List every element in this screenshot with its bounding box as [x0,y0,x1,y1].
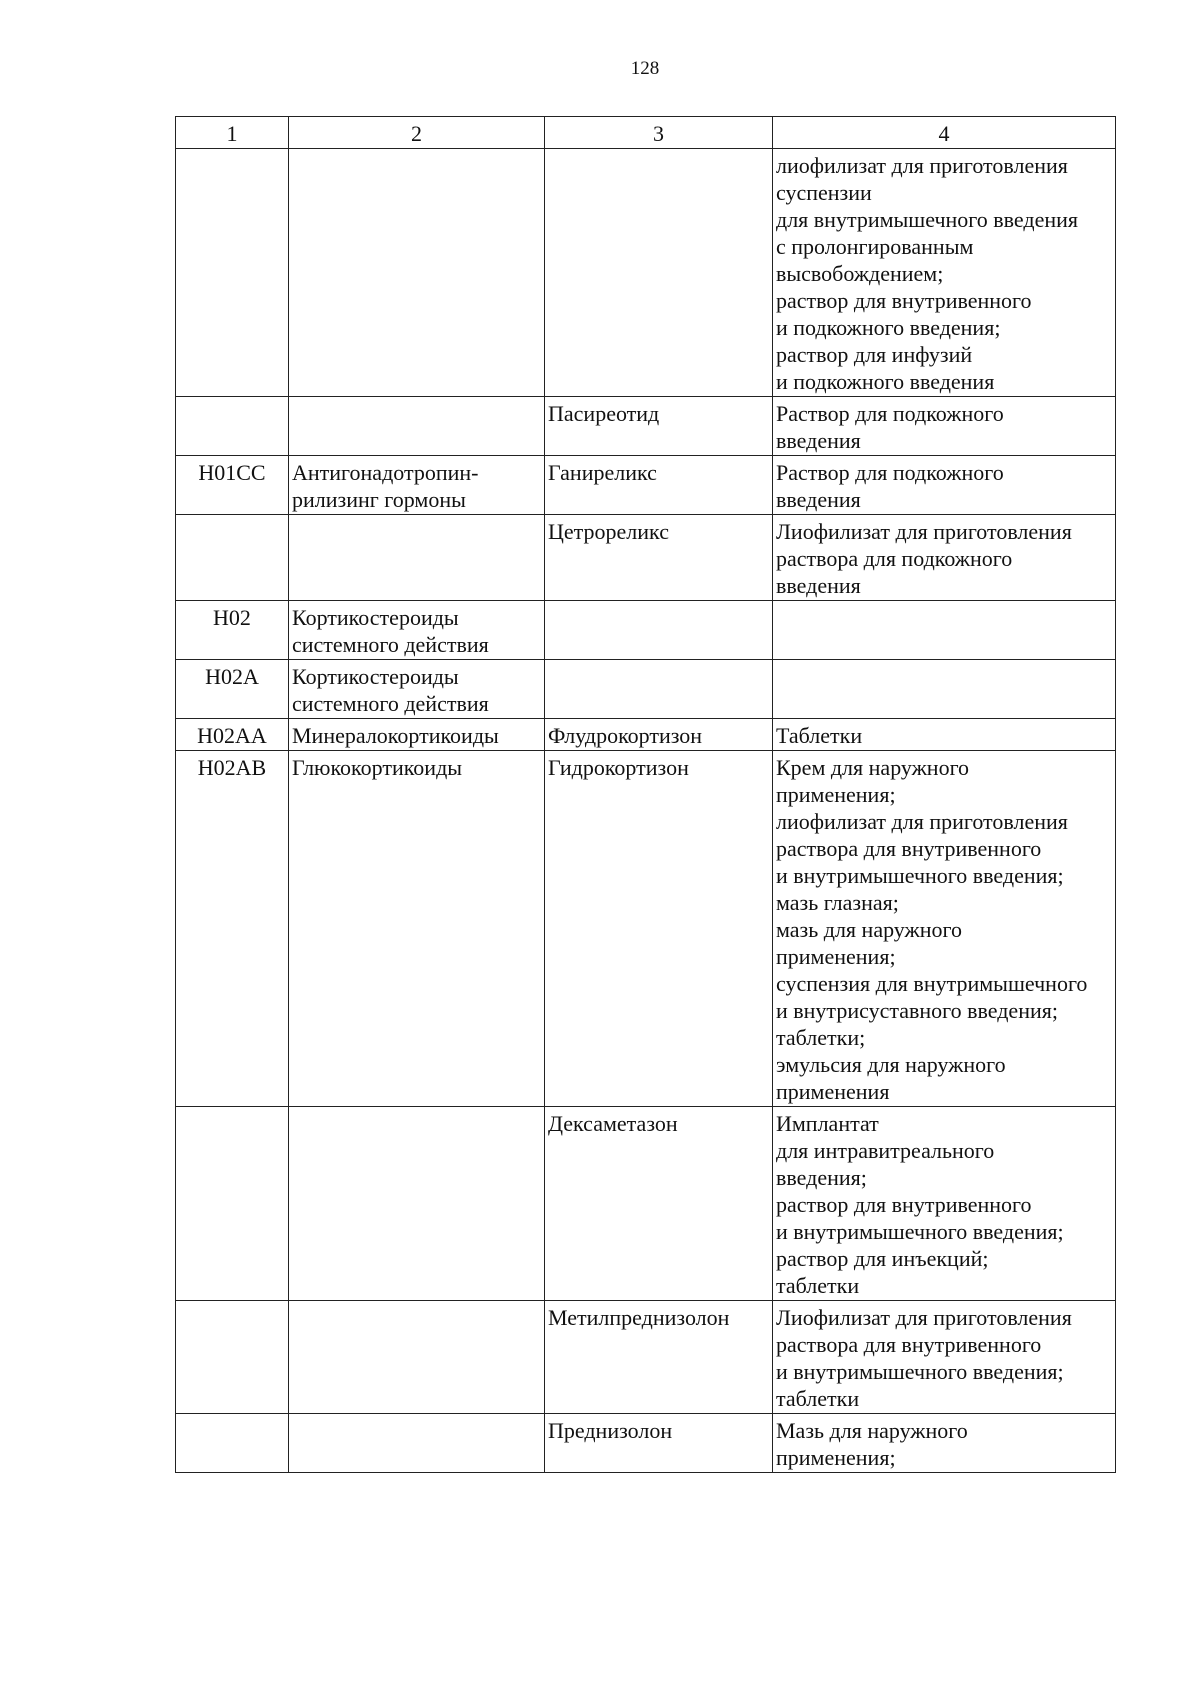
group-name-cell [289,1107,545,1301]
dosage-form-line: Раствор для подкожного [776,401,1004,426]
group-name-cell [289,515,545,601]
drug-name-cell: Ганиреликс [545,456,773,515]
atc-code-cell: H02A [176,660,289,719]
table-row [176,751,1116,1107]
dosage-form-line: и внутримышечного введения; [776,863,1064,888]
dosage-form-line: для внутримышечного введения [776,207,1079,232]
group-name-cell [289,456,545,515]
table-row [176,660,1116,719]
group-name-line: системного действия [292,632,489,657]
dosage-form-line: мазь для наружного [776,917,962,942]
drug-name-cell: Дексаметазон [545,1107,773,1301]
atc-code-cell [176,1107,289,1301]
group-name-cell [289,719,545,751]
dosage-form-line: раствора для внутривенного [776,1332,1042,1357]
dosage-forms-cell [773,1107,1116,1301]
dosage-forms-cell [773,515,1116,601]
dosage-form-line: суспензия для внутримышечного [776,971,1088,996]
atc-code-cell: H01CC [176,456,289,515]
dosage-form-line: применения [776,1079,890,1104]
dosage-forms-cell [773,601,1116,660]
dosage-form-line: Имплантат [776,1111,879,1136]
drug-name-cell: Флудрокортизон [545,719,773,751]
atc-code-cell [176,1301,289,1414]
header-cell-group: 2 [289,117,545,149]
dosage-form-line: Лиофилизат для приготовления [776,519,1072,544]
drug-name-cell: Пасиреотид [545,397,773,456]
dosage-form-line: введения [776,428,861,453]
dosage-form-line: высвобождением; [776,261,944,286]
group-name-cell [289,149,545,397]
page-number: 128 [630,58,660,79]
dosage-form-line: лиофилизат для приготовления [776,809,1068,834]
dosage-form-line: введения [776,573,861,598]
dosage-form-line: эмульсия для наружного [776,1052,1006,1077]
drug-name-cell [545,149,773,397]
table-row [176,515,1116,601]
drug-table [175,116,1116,1473]
group-name-cell [289,660,545,719]
group-name-line: Антигонадотропин- [292,460,479,485]
atc-code-cell [176,149,289,397]
dosage-form-line: таблетки [776,1273,860,1298]
group-name-cell [289,397,545,456]
dosage-form-line: Крем для наружного [776,755,970,780]
dosage-forms-cell [773,660,1116,719]
table-body [176,117,1116,1473]
drug-name-cell: Гидрокортизон [545,751,773,1107]
dosage-form-line: и подкожного введения; [776,315,1001,340]
dosage-form-line: введения; [776,1165,867,1190]
dosage-form-line: и внутримышечного введения; [776,1359,1064,1384]
group-name-cell [289,601,545,660]
dosage-form-line: раствора для подкожного [776,546,1013,571]
drug-name-cell [545,660,773,719]
dosage-form-line: раствор для инъекций; [776,1246,989,1271]
atc-code-cell: H02 [176,601,289,660]
dosage-form-line: введения [776,487,861,512]
dosage-form-line: Раствор для подкожного [776,460,1004,485]
atc-code-cell: H02AA [176,719,289,751]
table-row [176,719,1116,751]
group-name-cell [289,751,545,1107]
table-row [176,397,1116,456]
group-name-line: Глюкокортикоиды [292,755,463,780]
atc-code-cell [176,1414,289,1473]
dosage-form-line: и внутрисуставного введения; [776,998,1058,1023]
dosage-form-line: применения; [776,782,896,807]
drug-name-cell [545,601,773,660]
dosage-forms-cell [773,719,1116,751]
dosage-form-line: таблетки [776,1386,860,1411]
header-row [176,117,1116,149]
group-name-line: Минералокортикоиды [292,723,499,748]
dosage-form-line: раствор для внутривенного [776,1192,1032,1217]
dosage-form-line: лиофилизат для приготовления [776,153,1068,178]
dosage-forms-cell [773,1414,1116,1473]
header-cell-code: 1 [176,117,289,149]
group-name-line: рилизинг гормоны [292,487,466,512]
table-row [176,1301,1116,1414]
drug-name-cell: Метилпреднизолон [545,1301,773,1414]
dosage-form-line: и подкожного введения [776,369,995,394]
group-name-line: системного действия [292,691,489,716]
table-row [176,1107,1116,1301]
dosage-form-line: суспензии [776,180,872,205]
dosage-form-line: Лиофилизат для приготовления [776,1305,1072,1330]
dosage-form-line: раствора для внутривенного [776,836,1042,861]
dosage-form-line: применения; [776,944,896,969]
dosage-form-line: таблетки; [776,1025,866,1050]
dosage-form-line: раствор для инфузий [776,342,973,367]
dosage-form-line: мазь глазная; [776,890,899,915]
group-name-line: Кортикостероиды [292,664,459,689]
drug-name-cell: Преднизолон [545,1414,773,1473]
dosage-form-line: Мазь для наружного [776,1418,968,1443]
group-name-cell [289,1301,545,1414]
dosage-form-line: применения; [776,1445,896,1470]
drug-name-cell: Цетрореликс [545,515,773,601]
dosage-forms-cell [773,1301,1116,1414]
group-name-cell [289,1414,545,1473]
dosage-forms-cell [773,456,1116,515]
table-row [176,456,1116,515]
dosage-form-line: для интравитреального [776,1138,995,1163]
table-row [176,1414,1116,1473]
dosage-forms-cell [773,751,1116,1107]
atc-code-cell [176,515,289,601]
dosage-forms-cell [773,149,1116,397]
dosage-form-line: Таблетки [776,723,863,748]
header-cell-drug: 3 [545,117,773,149]
dosage-form-line: раствор для внутривенного [776,288,1032,313]
header-cell-forms: 4 [773,117,1116,149]
dosage-form-line: и внутримышечного введения; [776,1219,1064,1244]
atc-code-cell: H02AB [176,751,289,1107]
dosage-forms-cell [773,397,1116,456]
group-name-line: Кортикостероиды [292,605,459,630]
table-row [176,601,1116,660]
dosage-form-line: с пролонгированным [776,234,974,259]
atc-code-cell [176,397,289,456]
table-row [176,149,1116,397]
